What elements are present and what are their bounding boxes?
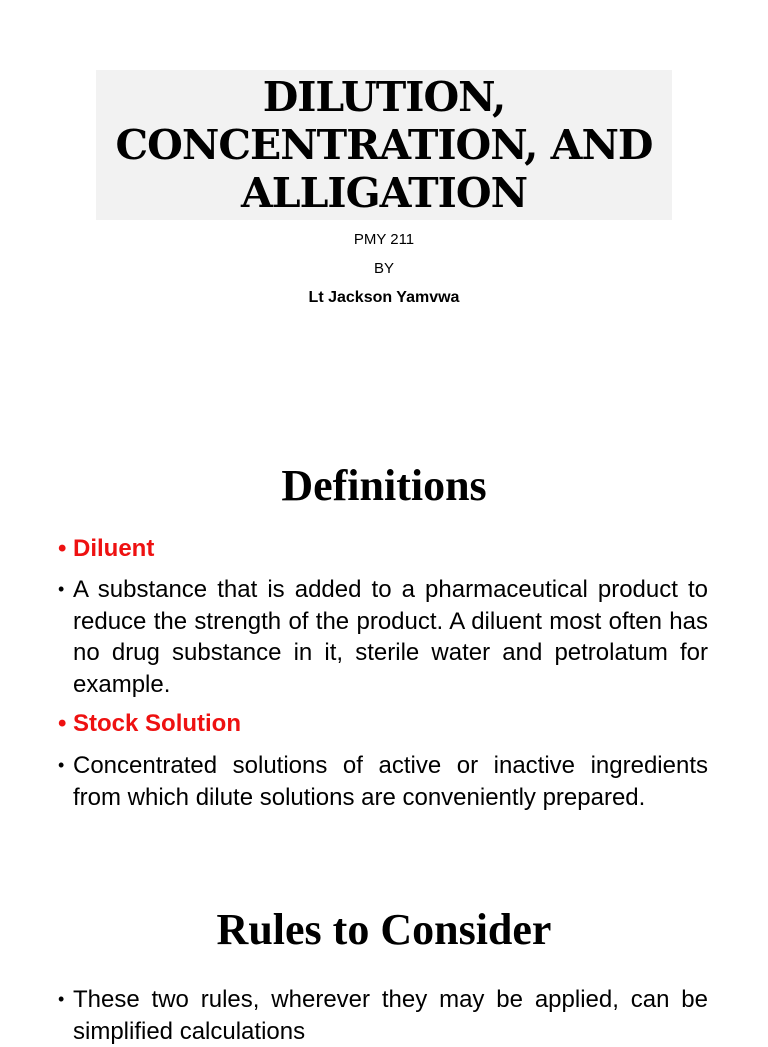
rules-bullet xyxy=(58,984,708,1047)
title-line: ALLIGATION xyxy=(240,169,528,217)
bullet-icon: • xyxy=(58,989,65,1009)
definition-diluent xyxy=(58,574,708,700)
title-line: DILUTION, xyxy=(262,73,506,121)
definition-text: Concentrated solutions of active or inactive ingredients from which dilute solutions are conveniently prepared. xyxy=(73,752,708,811)
rules-heading: Rules to Consider xyxy=(216,905,552,954)
title-line: CONCENTRATION, AND xyxy=(115,121,653,169)
term-stock-solution xyxy=(58,708,708,740)
rules-text: These two rules, wherever they may be applied, can be simplified calculations xyxy=(73,986,708,1045)
definition-stock-solution xyxy=(58,750,708,813)
term-label: Diluent xyxy=(73,535,155,562)
bullet-icon: • xyxy=(58,579,65,599)
title-box xyxy=(96,70,672,220)
term-diluent xyxy=(58,533,708,565)
author-name: Lt Jackson Yamvwa xyxy=(308,289,460,306)
bullet-icon: • xyxy=(58,755,65,775)
definitions-heading: Definitions xyxy=(281,461,487,510)
term-label: Stock Solution xyxy=(73,710,241,737)
by-label: BY xyxy=(373,260,394,277)
bullet-icon: • xyxy=(58,710,67,737)
course-code: PMY 211 xyxy=(353,231,415,248)
definition-text: A substance that is added to a pharmaceutical product to reduce the strength of the product. A diluent most often has no drug substance in it, sterile water and petrolatum for example. xyxy=(73,576,708,698)
bullet-icon: • xyxy=(58,535,67,562)
